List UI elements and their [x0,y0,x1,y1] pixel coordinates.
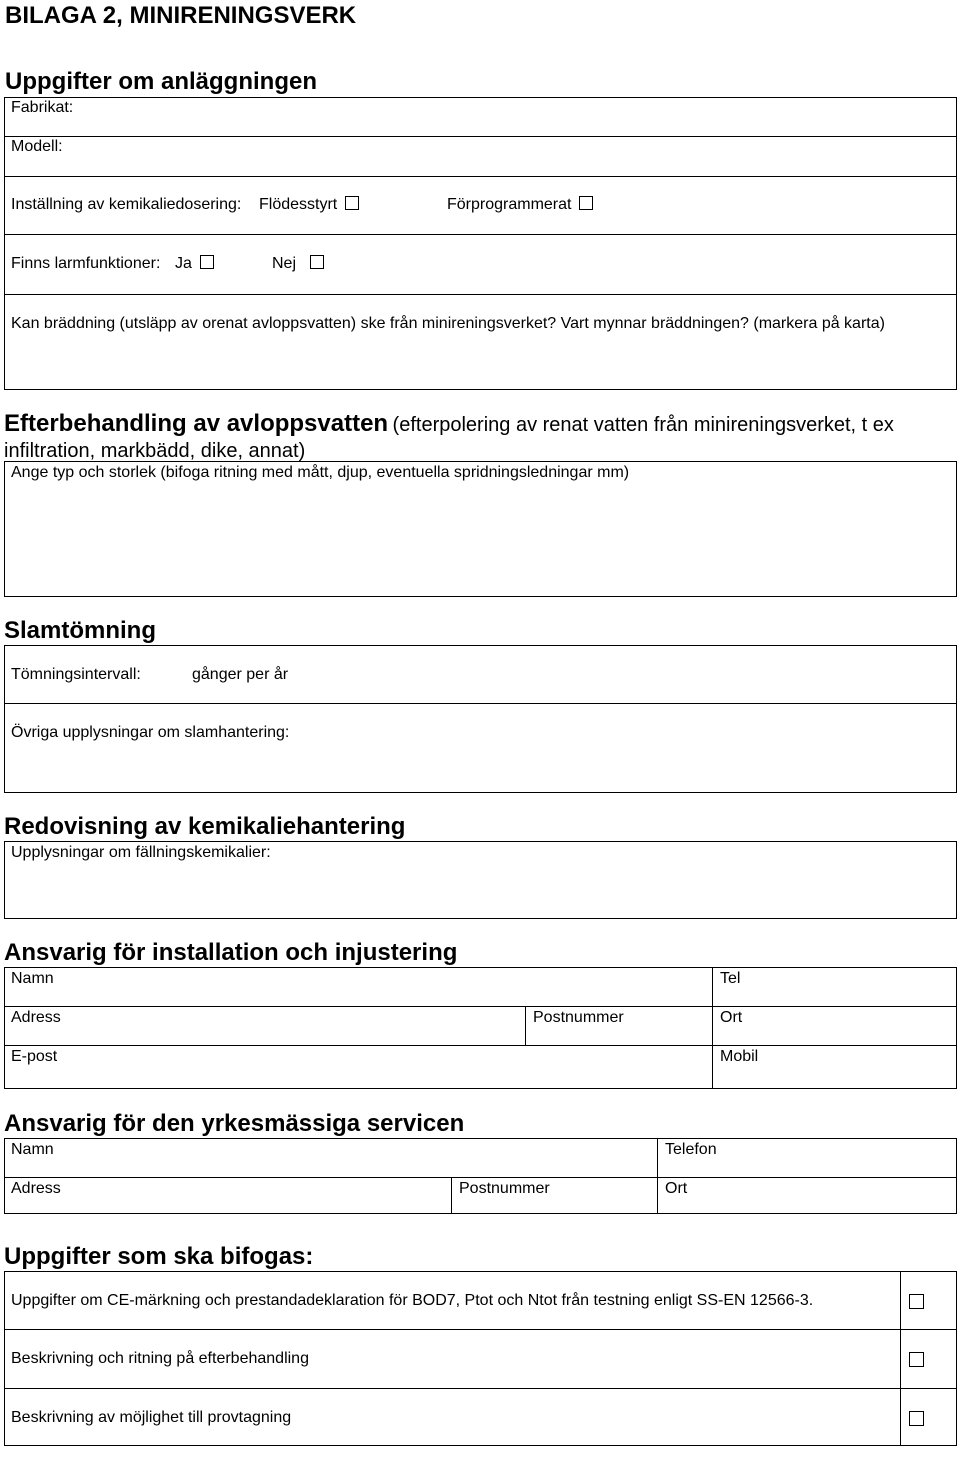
service-table [4,1138,957,1214]
larm-label: Finns larmfunktioner: [11,255,161,272]
ja-label: Ja [175,255,192,272]
divider [4,136,957,137]
bifogas-item: Beskrivning och ritning på efterbehandling [11,1350,309,1367]
divider [4,1006,957,1007]
anlaggning-table [4,97,957,390]
installation-adress-field[interactable]: Adress [11,1009,61,1026]
installation-postnummer-field[interactable]: Postnummer [533,1009,624,1026]
nej-label: Nej [272,255,297,272]
ja-checkbox[interactable] [200,255,214,269]
kemikalie-label: Upplysningar om fällningskemikalier: [11,844,271,861]
section-heading-anlaggning: Uppgifter om anläggningen [5,68,317,95]
divider [4,1045,957,1046]
flodesstyrt-option[interactable] [259,195,359,215]
forprogrammerat-checkbox[interactable] [579,196,593,210]
section-heading-installation: Ansvarig för installation och injustering [4,939,458,966]
service-namn-field[interactable]: Namn [11,1141,54,1158]
bifogas-item: Beskrivning av möjlighet till provtagning [11,1409,292,1426]
bifogas-provtagning-checkbox[interactable] [909,1411,924,1426]
forprogrammerat-option[interactable] [447,195,593,215]
braddning-question[interactable]: Kan bräddning (utsläpp av orenat avloppsvatten) ske från minireningsverket? Vart mynnar bräddningen? (markera på karta) [11,315,885,332]
service-telefon-field[interactable]: Telefon [665,1141,717,1158]
bifogas-item: Uppgifter om CE-märkning och prestandadeklaration för BOD7, Ptot och Ntot från testning enligt SS-EN 12566-3. [11,1292,814,1309]
divider [657,1138,658,1214]
nej-checkbox[interactable] [310,255,324,269]
divider [4,1177,957,1178]
fabrikat-field[interactable]: Fabrikat: [11,99,74,116]
section-heading-slam: Slamtömning [4,617,157,644]
flodesstyrt-label: Flödesstyrt [259,196,338,213]
section-heading-bifogas: Uppgifter som ska bifogas: [4,1243,314,1270]
divider [4,1329,957,1330]
section-heading-service: Ansvarig för den yrkesmässiga servicen [4,1110,465,1137]
service-ort-field[interactable]: Ort [665,1180,688,1197]
nej-option[interactable] [272,254,324,274]
ovriga-slam-field[interactable]: Övriga upplysningar om slamhantering: [11,724,290,741]
section-heading-kemikalie: Redovisning av kemikaliehantering [4,813,406,840]
divider [4,294,957,295]
installation-tel-field[interactable]: Tel [720,970,741,987]
installation-mobil-field[interactable]: Mobil [720,1048,759,1065]
efterbehandling-heading-bold: Efterbehandling av avloppsvatten [4,410,389,437]
tomningsintervall-label: Tömningsintervall: [11,666,141,683]
installation-namn-field[interactable]: Namn [11,970,54,987]
efterbehandling-instruction: Ange typ och storlek (bifoga ritning med mått, djup, eventuella spridningsledningar mm) [11,464,630,481]
divider [712,967,713,1089]
divider [4,234,957,235]
modell-field[interactable]: Modell: [11,138,63,155]
flodesstyrt-checkbox[interactable] [345,196,359,210]
divider [451,1177,452,1214]
installation-ort-field[interactable]: Ort [720,1009,743,1026]
bifogas-ce-checkbox[interactable] [909,1294,924,1309]
ganger-per-ar-field[interactable]: gånger per år [192,666,289,683]
service-adress-field[interactable]: Adress [11,1180,61,1197]
service-postnummer-field[interactable]: Postnummer [459,1180,550,1197]
bifogas-ritning-checkbox[interactable] [909,1352,924,1367]
forprogrammerat-label: Förprogrammerat [447,196,572,213]
divider [4,703,957,704]
section-heading-efterbehandling [4,410,894,438]
installning-label: Inställning av kemikaliedosering: [11,196,242,213]
divider [900,1271,901,1446]
slam-table [4,645,957,793]
efterbehandling-heading-note: (efterpolering av renat vatten från minireningsverket, t ex [392,414,894,436]
divider [525,1006,526,1045]
installation-table [4,967,957,1089]
ja-option[interactable] [175,254,214,274]
divider [4,176,957,177]
divider [4,1388,957,1389]
efterbehandling-heading-note-cont: infiltration, markbädd, dike, annat) [4,440,306,462]
document-title: BILAGA 2, MINIRENINGSVERK [5,2,357,29]
installation-epost-field[interactable]: E-post [11,1048,58,1065]
